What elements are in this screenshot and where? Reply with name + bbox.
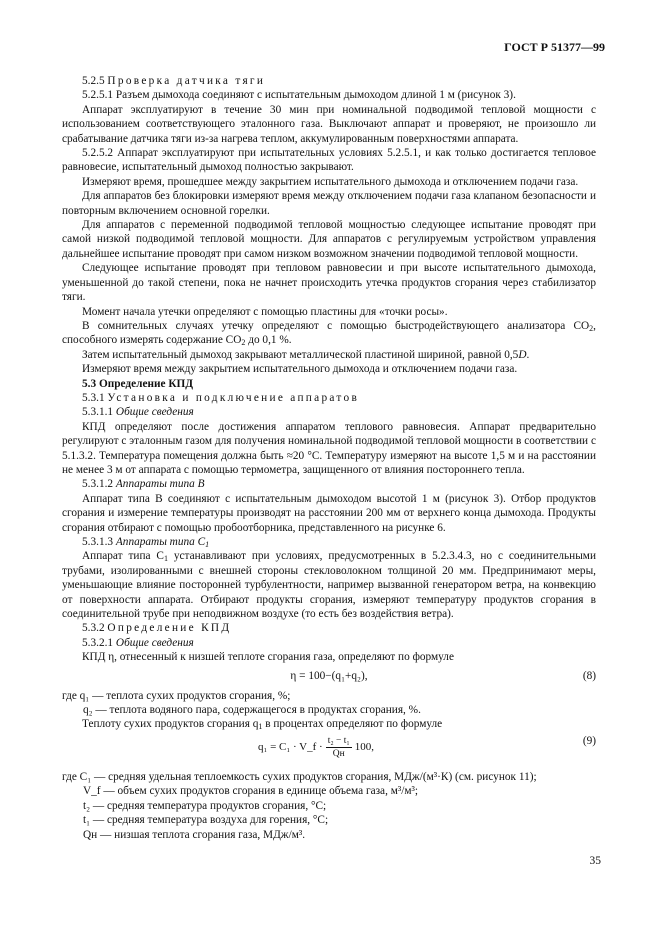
equation-9: q₁ = C₁ · V_f · $\frac{\text{t₂ − t₁}}{Qн}$ 100, (9) (258, 734, 596, 759)
document-body (62, 74, 596, 842)
equation-8: η = 100−(q₁+q₂), (8) (290, 669, 596, 682)
paragraph: Для аппаратов с переменной подводимой тепловой мощностью следующее испытание проводят при самой низкой подводимой тепловой мощности. Для аппаратов с регулируемым устройством управления дальнейшее испытание проводят при самом низком возможном значении подводимой тепловой мощности. (62, 219, 596, 260)
paragraph: В сомнительных случаях утечку определяют с помощью быстродействующего анализатора $CO_2$, способного измерять содержание $CO_2$ до 0,1 %. (62, 319, 596, 348)
definition: t₁ — средняя температура воздуха для горения, °С; (83, 814, 329, 827)
subsection-heading: 5.3.2.1 Общие сведения (82, 636, 194, 649)
definition: t₂ — средняя температура продуктов сгорания, °С; (83, 799, 327, 812)
definition: V_f — объем сухих продуктов сгорания в единице объема газа, м³/м³; (83, 785, 419, 798)
paragraph: 5.2.5.1 Разъем дымохода соединяют с испытательным дымоходом длиной 1 м (рисунок 3). (82, 89, 516, 102)
paragraph: Измеряют время между закрытием испытательного дымохода и отключением подачи газа. (82, 363, 518, 376)
paragraph: Момент начала утечки определяют с помощью пластины для «точки росы». (82, 305, 448, 318)
paragraph: Аппарат типа В соединяют с испытательным дымоходом высотой 1 м (рисунок 3). Отбор продуктов сгорания и измерение температуры производят на расстоянии 200 мм от верхнего конца дымохода. Продукты сгорания отбирают с помощью пробоотборника, представленного на рисунке 6. (62, 492, 596, 534)
subsection-heading: 5.3.1.2 Аппараты типа B (82, 478, 205, 491)
paragraph: Аппарат эксплуатируют в течение 30 мин при номинальной подводимой тепловой мощности с использованием соответствующего эталонного газа. Выключают аппарат и проверяют, не произошло ли срабатывание датчика тяги из-за нагрева теплом, аккумулированным поверхностями аппарата. (62, 103, 596, 145)
paragraph: Следующее испытание проводят при тепловом равновесии и при высоте испытательного дымохода, уменьшенной до такой степени, пока не начнет происходить утечка продуктов сгорания через стабилизатор тяги. (62, 262, 596, 304)
paragraph: Для аппаратов без блокировки измеряют время между отключением подачи газа клапаном безопасности и повторным включением основной горелки. (62, 190, 596, 217)
subsection-heading: 5.3.1.3 Аппараты типа $C_1$ (82, 536, 210, 549)
paragraph: КПД η, отнесенный к низшей теплоте сгорания газа, определяют по формуле (82, 651, 454, 664)
definition: Qн — низшая теплота сгорания газа, МДж/м³. (83, 828, 306, 841)
paragraph: Аппарат типа $C_1$ устанавливают при условиях, предусмотренных в 5.2.3.4.3, но с соединительными трубами, изолированными с внешней стороны стекловолокном толщиной 20 мм. Предпринимают меры, уменьшающие влияние посторонней турбулентности, например вызванной генератором ветра, на конвекцию от поверхности аппарата. Отбирают продукты сгорания, измеряют температуру продуктов сгорания в соединительной трубе при неподвижном воздухе (то есть без воздействия ветра). (62, 550, 596, 621)
paragraph: 5.2.5.2 Аппарат эксплуатируют при испытательных условиях 5.2.5.1, и как только достигается тепловое равновесие, испытательный дымоход полностью закрывают. (62, 147, 596, 174)
paragraph: КПД определяют после достижения аппаратом теплового равновесия. Аппарат предварительно регулируют с эталонным газом для получения номинальной подводимой тепловой мощности в соответствии с 5.1.3.2. Температура помещения должна быть ≈20 °С. Температуру измеряют на высоте 1,5 м и на расстоянии не менее 3 м от аппарата с помощью термометра, защищенного от влияния постороннего тепла. (62, 420, 596, 476)
definition: q₂ — теплота водяного пара, содержащегося в продуктах сгорания, %. (83, 704, 421, 717)
page-number: 35 (589, 855, 601, 867)
fraction: $\frac{\text{t₂ − t₁}}{Qн}$ (327, 735, 350, 759)
equation-number: (9) (582, 734, 596, 747)
section-heading-532: 5.3.2 Определение КПД (82, 622, 232, 635)
definition: где C₁ — средняя удельная теплоемкость сухих продуктов сгорания, МДж/(м³·К) (см. рисунок 11); (62, 770, 537, 783)
paragraph: Затем испытательный дымоход закрывают металлической пластиной шириной, равной 0,5D. (82, 348, 530, 361)
section-heading-531: 5.3.1 Установка и подключение аппаратов (82, 391, 360, 404)
paragraph: Измеряют время, прошедшее между закрытием испытательного дымохода и отключением подачи газа. (82, 175, 579, 188)
equation-number: (8) (582, 669, 596, 682)
section-heading-525: 5.2.5 Проверка датчика тяги (82, 75, 266, 87)
document-header: ГОСТ Р 51377—99 (504, 40, 605, 54)
paragraph: Теплоту сухих продуктов сгорания $q_1$ в процентах определяют по формуле (82, 718, 443, 732)
section-heading-53: 5.3 Определение КПД (82, 377, 194, 390)
subsection-heading: 5.3.1.1 Общие сведения (82, 406, 194, 419)
definition: где q₁ — теплота сухих продуктов сгорания, %; (62, 689, 291, 702)
